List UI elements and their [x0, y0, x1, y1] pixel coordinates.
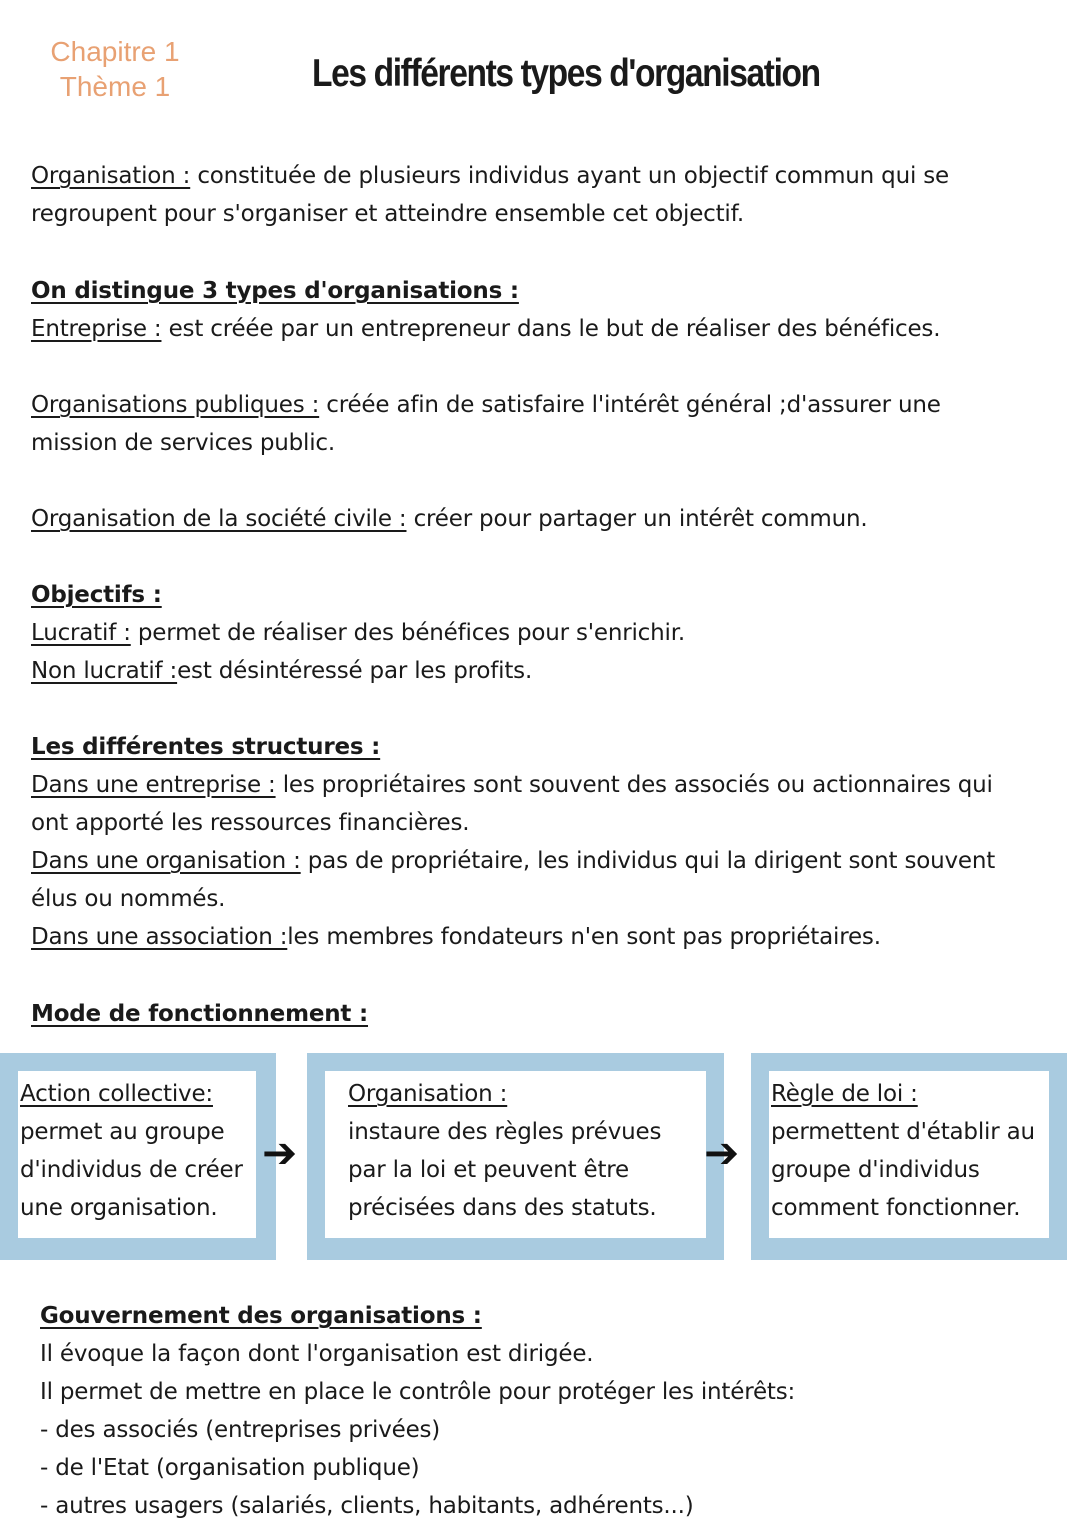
flow-box-line: instaure des règles prévues	[348, 1119, 662, 1145]
objectifs-block	[31, 576, 685, 690]
gouvernement-list-item: - autres usagers (salariés, clients, habitants, adhérents...)	[40, 1493, 694, 1519]
structure-entreprise-text: les propriétaires sont souvent des associés ou actionnaires qui	[275, 772, 993, 798]
structures-block	[31, 728, 995, 956]
flow-box-inner	[325, 1071, 706, 1238]
non-lucratif-term: Non lucratif :	[31, 658, 178, 684]
gouvernement-line: Il permet de mettre en place le contrôle pour protéger les intérêts:	[40, 1379, 796, 1405]
chapter-label	[40, 34, 190, 104]
civile-text: créer pour partager un intérêt commun.	[406, 506, 868, 532]
entreprise-term: Entreprise :	[31, 316, 162, 342]
flow-box-line: d'individus de créer	[20, 1157, 243, 1183]
lucratif-text: permet de réaliser des bénéfices pour s'enrichir.	[130, 620, 685, 646]
flow-box-title: Action collective:	[20, 1081, 213, 1107]
structure-entreprise-term: Dans une entreprise :	[31, 772, 276, 798]
flow-box-regle-de-loi	[751, 1053, 1067, 1260]
types-heading: On distingue 3 types d'organisations :	[31, 278, 519, 304]
flow-box-line: permettent d'établir au	[771, 1119, 1035, 1145]
structure-entreprise-text-continued: ont apporté les ressources financières.	[31, 810, 470, 836]
non-lucratif-text: est désintéressé par les profits.	[177, 658, 533, 684]
gouvernement-heading: Gouvernement des organisations :	[40, 1303, 482, 1329]
flow-box-inner	[18, 1071, 256, 1238]
flow-box-line: une organisation.	[20, 1195, 218, 1221]
fonctionnement-heading: Mode de fonctionnement :	[31, 1001, 369, 1027]
arrow-right-icon: ➔	[704, 1128, 740, 1177]
fonctionnement-heading-block	[31, 995, 368, 1033]
definition-text-continued: regroupent pour s'organiser et atteindre ensemble cet objectif.	[31, 201, 744, 227]
theme-number: Thème 1	[59, 71, 171, 102]
flow-box-line: comment fonctionner.	[771, 1195, 1021, 1221]
gouvernement-list-item: - de l'Etat (organisation publique)	[40, 1455, 420, 1481]
structure-organisation-term: Dans une organisation :	[31, 848, 301, 874]
gouvernement-list-item: - des associés (entreprises privées)	[40, 1417, 441, 1443]
publiques-block	[31, 386, 941, 462]
lucratif-term: Lucratif :	[31, 620, 131, 646]
civile-block	[31, 500, 867, 538]
civile-term: Organisation de la société civile :	[31, 506, 407, 532]
structures-heading: Les différentes structures :	[31, 734, 381, 760]
publiques-text: créée afin de satisfaire l'intérêt général ;d'assurer une	[319, 392, 941, 418]
flow-box-organisation	[307, 1053, 724, 1260]
flow-box-line: permet au groupe	[20, 1119, 225, 1145]
page-title: Les différents types d'organisation	[312, 52, 820, 95]
publiques-text-continued: mission de services public.	[31, 430, 335, 456]
flow-box-action-collective	[0, 1053, 276, 1260]
definition-term: Organisation :	[31, 163, 191, 189]
structure-organisation-text: pas de propriétaire, les individus qui la dirigent sont souvent	[300, 848, 996, 874]
flow-box-title: Règle de loi :	[771, 1081, 918, 1107]
flow-box-line: groupe d'individus	[771, 1157, 980, 1183]
flow-box-inner	[769, 1071, 1049, 1238]
flow-box-title: Organisation :	[348, 1081, 508, 1107]
structure-association-term: Dans une association :	[31, 924, 288, 950]
flow-box-line: par la loi et peuvent être	[348, 1157, 629, 1183]
objectifs-heading: Objectifs :	[31, 582, 162, 608]
definition-text: constituée de plusieurs individus ayant un objectif commun qui se	[190, 163, 949, 189]
arrow-right-icon: ➔	[262, 1128, 298, 1177]
flow-box-line: précisées dans des statuts.	[348, 1195, 657, 1221]
gouvernement-line: Il évoque la façon dont l'organisation est dirigée.	[40, 1341, 594, 1367]
types-block	[31, 272, 940, 348]
structure-organisation-text-continued: élus ou nommés.	[31, 886, 226, 912]
chapter-number: Chapitre 1	[50, 36, 180, 67]
definition-block	[31, 157, 949, 233]
structure-association-text: les membres fondateurs n'en sont pas propriétaires.	[287, 924, 881, 950]
entreprise-text: est créée par un entrepreneur dans le but de réaliser des bénéfices.	[161, 316, 941, 342]
publiques-term: Organisations publiques :	[31, 392, 320, 418]
gouvernement-block	[40, 1297, 795, 1525]
